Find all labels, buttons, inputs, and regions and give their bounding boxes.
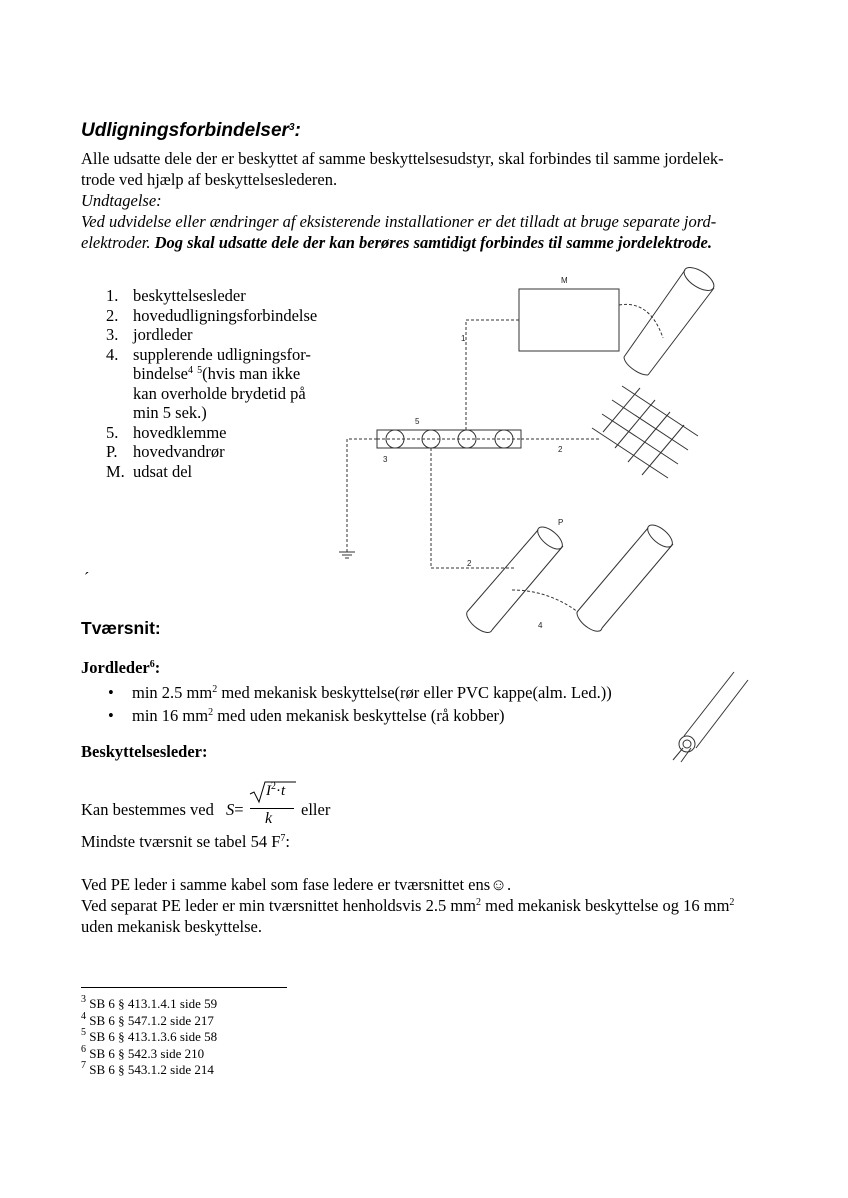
label-5: 5 — [415, 417, 420, 426]
exception-label: Undtagelse: — [81, 191, 162, 210]
jordleder-heading: Jordleder$^6$: — [81, 658, 161, 677]
water-pipe — [467, 523, 566, 632]
cable-illustration — [670, 668, 750, 764]
footnote-separator — [81, 987, 287, 988]
label-1: 1 — [461, 334, 466, 343]
footnote: $^3$ SB 6 § 413.1.4.1 side 59 — [81, 994, 218, 1011]
label-2: 2 — [558, 445, 563, 454]
label-p: P — [558, 518, 564, 527]
formula-denominator: k — [265, 810, 273, 827]
legend-item: M. udsat del — [106, 461, 193, 481]
min-section-text: Mindste tværsnit se tabel 54 $F^7$: — [81, 832, 290, 851]
legend-item: 3. jordleder — [106, 325, 193, 344]
section-title-tvaersnit: Tværsnit: — [81, 618, 161, 638]
jordleder-list — [108, 681, 612, 727]
earth-conductor — [347, 439, 377, 552]
conductor-1 — [466, 320, 519, 432]
footnote: $^4$ SB 6 § 547.1.2 side 217 — [81, 1010, 214, 1028]
footnote-ref[interactable]: 7 — [280, 833, 286, 844]
legend-item: 5. hovedklemme — [106, 422, 227, 442]
formula-lhs: S= — [226, 800, 244, 819]
label-2: 2 — [467, 559, 472, 568]
section-title-udligningsforbindelser: Udligningsforbindelser$^3$: — [81, 120, 301, 141]
legend-item: P. hovedvandrør — [106, 442, 225, 461]
label-4: 4 — [538, 621, 543, 630]
footnote: $^7$ SB 6 § 543.1.2 side 214 — [81, 1060, 214, 1078]
stray-mark: ´ — [84, 570, 90, 587]
beskyttelsesleder-heading: Beskyttelsesleder: — [81, 742, 208, 761]
water-pipe — [577, 521, 676, 631]
list-item: • min 2.5 $mm^2$ med mekanisk beskyttelse(rør eller PVC kappe(alm. Led.)) — [108, 681, 612, 704]
footnote-ref[interactable]: 3 — [288, 122, 295, 133]
supplementary-bond — [512, 590, 578, 612]
footnote-ref[interactable]: 6 — [149, 659, 155, 670]
formula-prefix: Kan bestemmes ved — [81, 800, 214, 819]
formula-suffix: eller — [301, 800, 331, 819]
formula-numerator: $I^2\cdot t$ — [266, 781, 286, 799]
footnote: $^5$ SB 6 § 413.1.3.6 side 58 — [81, 1027, 218, 1045]
footnotes — [81, 996, 217, 1079]
legend-item: 4. supplerende udligningsfor- bindelse$^4$ $^5$(hvis man ikke kan overholde brydetid på min 5 sek.) — [106, 344, 311, 422]
label-m: M — [561, 276, 568, 285]
exposed-pipe — [624, 263, 718, 375]
earth-grid — [592, 386, 698, 478]
label-3: 3 — [383, 455, 388, 464]
exposed-part-box — [519, 289, 619, 351]
bonding-conductor-2b — [431, 448, 515, 568]
list-item: • min 16 $mm^2$ med uden mekanisk beskyttelse (rå kobber) — [108, 704, 612, 727]
footnote: $^6$ SB 6 § 542.3 side 210 — [81, 1043, 205, 1061]
exception-emphasis: Dog skal udsatte dele der kan berøres samtidigt forbindes til samme jordelektrode. — [154, 233, 712, 252]
legend-item: 2. hovedudligningsforbindelse — [106, 305, 318, 325]
legend-item: 1. beskyttelsesleder — [106, 286, 246, 305]
pe-paragraph: Ved PE leder i samme kabel som fase ledere er tværsnittet ens☺. Ved separat PE leder er min tværsnittet henholdsvis 2.5 $mm^2$ med mekanisk beskyttelse og 16 $mm^2$ uden mekanisk beskyttelse. — [81, 875, 735, 936]
intro-paragraph: Alle udsatte dele der er beskyttet af samme beskyttelsesudstyr, skal forbindes til samme jordelek- trode ved hjælp af beskyttelseslederen. Undtagelse: Ved udvidelse eller ændringer af eksisterende installationer er det tilladt at bruge separate jord- elektroder. Dog skal udsatte dele der kan berøres samtidigt forbindes til samme jordelektrode. — [81, 149, 724, 252]
fraction-bar — [250, 808, 294, 809]
